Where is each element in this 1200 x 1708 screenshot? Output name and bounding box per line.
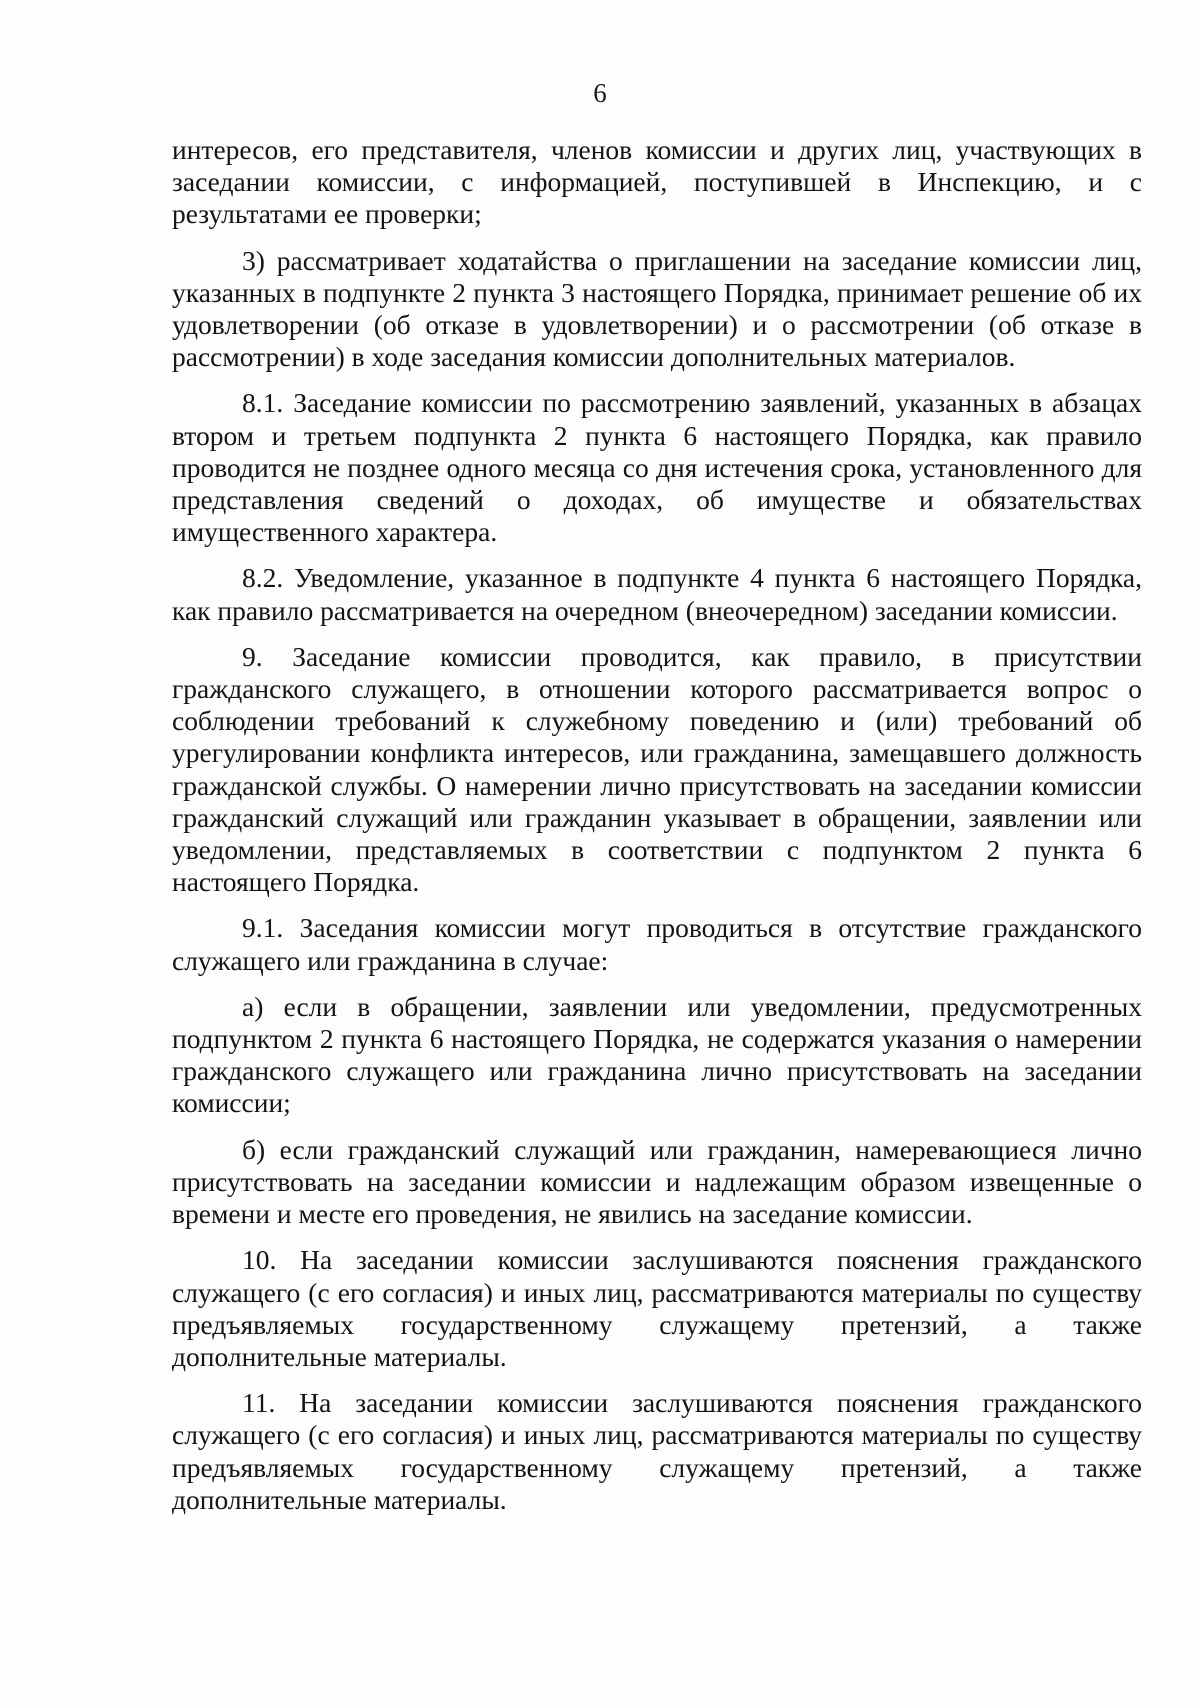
paragraph-11: 11. На заседании комиссии заслушиваются пояснения гражданского служащего (с его согласия) и иных лиц, рассматриваются материалы по существу предъявляемых государственному служащему претензий, а также дополнительные материалы. [172, 1387, 1142, 1515]
document-body [172, 134, 1142, 1530]
paragraph-9-1: 9.1. Заседания комиссии могут проводиться в отсутствие гражданского служащего или гражданина в случае: [172, 912, 1142, 976]
paragraph-item-3: 3) рассматривает ходатайства о приглашении на заседание комиссии лиц, указанных в подпункте 2 пункта 3 настоящего Порядка, принимает решение об их удовлетворении (об отказе в удовлетворении) и о рассмотрении (об отказе в рассмотрении) в ходе заседания комиссии дополнительных материалов. [172, 244, 1142, 373]
paragraph-9-1-a: а) если в обращении, заявлении или уведомлении, предусмотренных подпунктом 2 пункта 6 настоящего Порядка, не содержатся указания о намерении гражданского служащего или гражданина лично присутствовать на заседании комиссии; [172, 990, 1142, 1119]
paragraph-9-1-b: б) если гражданский служащий или гражданин, намеревающиеся лично присутствовать на заседании комиссии и надлежащим образом извещенные о времени и месте его проведения, не явились на заседание комиссии. [172, 1133, 1142, 1230]
paragraph-continuation: интересов, его представителя, членов комиссии и других лиц, участвующих в заседании комиссии, с информацией, поступившей в Инспекцию, и с результатами ее проверки; [172, 134, 1142, 230]
paragraph-10: 10. На заседании комиссии заслушиваются пояснения гражданского служащего (с его согласия) и иных лиц, рассматриваются материалы по существу предъявляемых государственному служащему претензий, а также дополнительные материалы. [172, 1244, 1142, 1372]
paragraph-8-2: 8.2. Уведомление, указанное в подпункте 4 пункта 6 настоящего Порядка, как правило рассматривается на очередном (внеочередном) заседании комиссии. [172, 562, 1142, 626]
paragraph-9: 9. Заседание комиссии проводится, как правило, в присутствии гражданского служащего, в отношении которого рассматривается вопрос о соблюдении требований к служебному поведению и (или) требований об урегулировании конфликта интересов, или гражданина, замещавшего должность гражданской службы. О намерении лично присутствовать на заседании комиссии гражданский служащий или гражданин указывает в обращении, заявлении или уведомлении, представляемых в соответствии с подпунктом 2 пункта 6 настоящего Порядка. [172, 640, 1142, 898]
paragraph-8-1: 8.1. Заседание комиссии по рассмотрению заявлений, указанных в абзацах втором и третьем подпункта 2 пункта 6 настоящего Порядка, как правило проводится не позднее одного месяца со дня истечения срока, установленного для представления сведений о доходах, об имуществе и обязательствах имущественного характера. [172, 387, 1142, 548]
page-number: 6 [593, 78, 607, 108]
